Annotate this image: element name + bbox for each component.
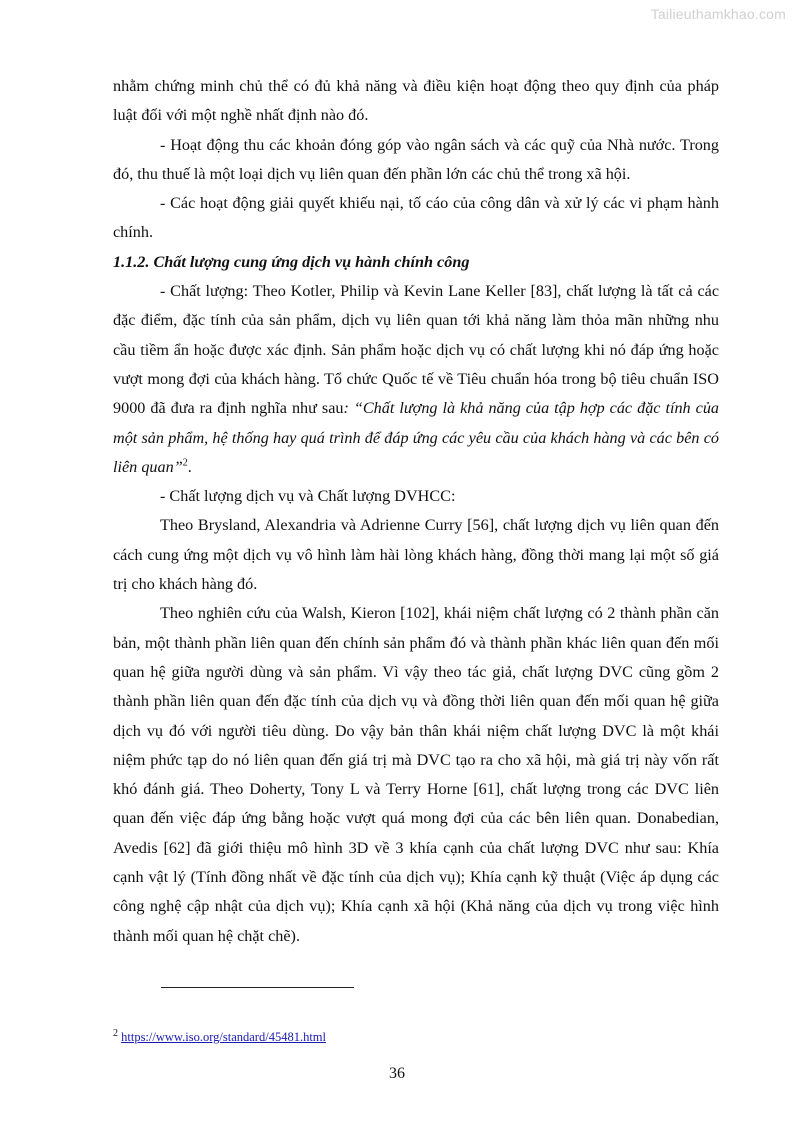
footnote-number: 2 [113, 1027, 118, 1039]
paragraph-4-end: . [187, 457, 192, 476]
paragraph-3: - Các hoạt động giải quyết khiếu nại, tố cáo của công dân và xử lý các vi phạm hành chính. [113, 194, 719, 242]
paragraph-5: - Chất lượng dịch vụ và Chất lượng DVHCC: [160, 487, 456, 506]
watermark: Tailieuthamkhao.com [650, 6, 786, 22]
iso-quote: : “Chất lượng là khả năng của tập hợp các đặc tính của một sản phẩm, hệ thống hay quá trình để đáp ứng các yêu cầu của khách hàng và các bên có liên quan” [113, 399, 720, 476]
footnote [113, 1027, 326, 1045]
document-body [113, 72, 719, 951]
paragraph-7: Theo nghiên cứu của Walsh, Kieron [102], khái niệm chất lượng có 2 thành phần căn bản, một thành phần liên quan đến chính sản phẩm đó và thành phần khác liên quan đến mối quan hệ giữa người dùng và sản phẩm. Vì vậy theo tác giả, chất lượng DVC cũng gồm 2 thành phần liên quan đến đặc tính của dịch vụ và đồng thời liên quan đến mối quan hệ giữa dịch vụ đó với người tiêu dùng. Do vậy bản thân khái niệm chất lượng DVC là một khái niệm phức tạp do nó liên quan đến giá trị mà DVC tạo ra cho xã hội, mà giá trị này vốn rất khó đánh giá. Theo Doherty, Tony L và Terry Horne [61], chất lượng trong các DVC liên quan đến việc đáp ứng bằng hoặc vượt quá mong đợi của các bên liên quan. Donabedian, Avedis [62] đã giới thiệu mô hình 3D về 3 khía cạnh của chất lượng DVC như sau: Khía cạnh vật lý (Tính đồng nhất về đặc tính của dịch vụ); Khía cạnh kỹ thuật (Việc áp dụng các công nghệ cập nhật của dịch vụ); Khía cạnh xã hội (Khả năng của dịch vụ trong việc hình thành mối quan hệ chặt chẽ). [113, 604, 719, 945]
paragraph-2: - Hoạt động thu các khoản đóng góp vào ngân sách và các quỹ của Nhà nước. Trong đó, thu thuế là một loại dịch vụ liên quan đến phần lớn các chủ thể trong xã hội. [113, 135, 719, 183]
footnote-ref[interactable]: 2 [182, 457, 188, 469]
page-number: 36 [389, 1065, 405, 1082]
paragraph-6: Theo Brysland, Alexandria và Adrienne Curry [56], chất lượng dịch vụ liên quan đến cách cung ứng một dịch vụ vô hình làm hài lòng khách hàng, đồng thời mang lại một số giá trị cho khách hàng đó. [113, 516, 719, 594]
section-heading: 1.1.2. Chất lượng cung ứng dịch vụ hành chính công [113, 252, 470, 271]
footnote-divider [161, 987, 354, 988]
footnote-link[interactable]: https://www.iso.org/standard/45481.html [121, 1030, 326, 1044]
paragraph-1: nhằm chứng minh chủ thể có đủ khả năng và điều kiện hoạt động theo quy định của pháp luật đối với một nghề nhất định nào đó. [113, 77, 719, 125]
paragraph-4-text: - Chất lượng: Theo Kotler, Philip và Kevin Lane Keller [83], chất lượng là tất cả các đặc điểm, đặc tính của sản phẩm, dịch vụ liên quan tới khả năng làm thỏa mãn những nhu cầu tiềm ẩn hoặc được xác định. Sản phẩm hoặc dịch vụ có chất lượng khi nó đáp ứng hoặc vượt mong đợi của khách hàng. Tổ chức Quốc tế về Tiêu chuẩn hóa trong bộ tiêu chuẩn ISO 9000 đã đưa ra định nghĩa như sau [113, 282, 719, 418]
paragraph-4 [113, 277, 719, 482]
